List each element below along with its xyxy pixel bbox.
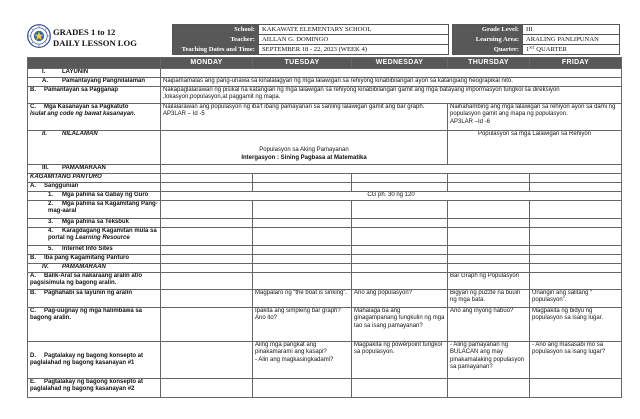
row-pagtalakay-1 [28,342,622,379]
pag-uugnay-thu: Ano ang inyong nabuo? [448,308,530,342]
mga-kasanayan-sublabel: Isulat ang code ng bawat kasanayan. [30,111,136,118]
row-internet-info-sites [28,246,622,255]
row-nilalaman [28,131,622,165]
balik-aral-num: A. [30,273,36,279]
mga-kasanayan-left-text: Nailalarawan ang populasyon ng iba't ibang pamayanan sa sariling lalawigan gamit ang bar graph. [163,104,425,110]
day-header-wednesday: WEDNESDAY [352,58,448,69]
teksbuk-text: Mga pahina sa Teksbuk [62,219,129,225]
grade-value: III [523,25,620,35]
dates-label: Teaching Dates and Time: [173,45,259,55]
row-sanggunian [28,183,622,192]
pagtalakay-2-label [28,379,161,398]
grade-info-table [452,24,620,55]
layunin-num: I. [42,69,46,75]
teksbuk-num: 3. [48,219,54,225]
pamantayang-pangnilalaman-text: Pamantayang Pangnilalaman [62,78,146,84]
lesson-log-table [27,57,622,398]
teksbuk-tue [253,219,352,228]
deped-seal-icon [27,24,51,48]
iba-pang-kagamitang-thu [448,255,530,264]
mga-kasanayan-left [161,104,448,131]
internet-info-sites-text: Internet Info Sites [62,246,113,252]
pagtalakay-2-thu [448,379,530,398]
mga-kasanayan-right-code: AP3LAR –Id -6 [450,118,491,125]
row-pamamaraan-iv [28,264,622,273]
kagamitang-panturo-label: KAGAMITANG PANTURO [28,174,161,183]
pag-uugnay-label [28,308,161,342]
quarter-label: Quarter: [453,45,523,55]
kagamitang-pang-mag-aaral-wed [352,201,448,219]
pagtalakay-1-tue: Aling mga pangkat ang pinakamarami ang kasapi? - Alin ang magkasingkadami? [253,342,352,379]
kagamitang-pang-mag-aaral-tue [253,201,352,219]
pamamaraan-iv-tue [253,264,352,273]
nilalaman-left [161,131,448,165]
nilalaman-left-title: Populasyon sa Aking Pamayanan [259,147,349,154]
row-karagdagang-kagamitan [28,228,622,246]
karagdagang-kagamitan-text: Karagdagang Kagamitan mula sa portal ng [48,228,157,242]
mga-kasanayan-title [30,104,158,111]
day-header-tuesday: TUESDAY [253,58,352,69]
iba-pang-kagamitang-num: B. [30,255,36,261]
pamantayan-sa-pagganap-content: Nakapaglalarawan ng pisikal na katangian ng mga lalawigan sa rehiyong kinabibilangan gamit ang mga batayang impormasyon tungkol sa direksiyon ,lokasyon,populasyon,at paggamit ng mapa. [161,87,622,104]
kagamitang-pang-mag-aaral-num: 2. [48,201,54,207]
pamamaraan-iv-text: PAMAMARAAN [62,264,106,270]
pamantayang-pangnilalaman-num: A. [42,78,48,84]
pamantayang-pangnilalaman-content: Naipamamalas ang pang-unawa sa kinalalagyan ng mga lalawigan sa rehiyong kinabibilangan ayon sa katangiang heograpikal nito. [161,78,622,87]
mga-kasanayan-text: Mga Kasanayan sa Pagkatuto [44,104,129,110]
mga-kasanayan-label [28,104,161,131]
karagdagang-kagamitan-fri [530,228,622,246]
grade-label: Grade Level: [453,25,523,35]
school-label: School: [173,25,259,35]
sanggunian-wed [352,183,448,192]
quarter-value [523,45,620,55]
pag-uugnay-tue: Ipakita ang simpleng bar graph? Ano ito? [253,308,352,342]
pag-uugnay-wed: Mahalaga ba ang ginagampanang tungkulin ng mga tao sa isang pamayanan? [352,308,448,342]
pamamaraan-iv-label [28,264,161,273]
teksbuk-wed [352,219,448,228]
pamamaraan-iv-wed [352,264,448,273]
gabay-ng-guro-num: 1. [48,192,54,198]
pag-uugnay-mon [161,308,253,342]
teacher-label: Teacher: [173,35,259,45]
pagtalakay-1-fri: - Ano ang masasabi mo sa populasyon sa isang lugar? [530,342,622,379]
day-header-row [28,58,622,69]
document-title [53,27,137,49]
row-balik-aral [28,273,622,290]
balik-aral-thu: Bar Graph ng Populasyon [448,273,530,290]
pagtalakay-1-wed: Magpakita ng powerpoint tungkol sa populasyon. [352,342,448,379]
dates-value: SEPTEMBER 18 - 22, 2023 (WEEK 4) [259,45,449,55]
balik-aral-fri [530,273,622,290]
internet-info-sites-thu [448,246,530,255]
school-value: KAKAWATE ELEMENTARY SCHOOL [259,25,449,35]
kagamitang-mon [161,174,253,183]
lesson-log-header [0,0,640,54]
iba-pang-kagamitang-wed [352,255,448,264]
mga-kasanayan-right [448,104,622,131]
paghahabi-text: Paghahabi sa layunin ng aralin [44,290,133,296]
row-kagamitang-pang-mag-aaral [28,201,622,219]
row-kagamitang-panturo [28,174,622,183]
pamamaraan-iii-num: III. [42,165,49,171]
internet-info-sites-fri [530,246,622,255]
karagdagang-kagamitan-mon [161,228,253,246]
area-label: Learning Area: [453,35,523,45]
school-info-table [172,24,449,55]
balik-aral-tue [253,273,352,290]
iba-pang-kagamitang-text: Iba pang Kagamitang Panturo [44,255,130,261]
nilalaman-text: NILALAMAN [62,131,98,137]
nilalaman-num: II. [42,131,48,137]
quarter-suffix: ST [529,45,535,50]
kagamitang-pang-mag-aaral-mon [161,201,253,219]
day-header-blank [28,58,161,69]
karagdagang-kagamitan-italic: Learning Resource [75,235,130,242]
day-header-thursday: THURSDAY [448,58,530,69]
row-pag-uugnay [28,308,622,342]
day-header-monday: MONDAY [161,58,253,69]
karagdagang-kagamitan-tue [253,228,352,246]
balik-aral-label [28,273,161,290]
row-iba-pang-kagamitang [28,255,622,264]
row-paghahabi [28,290,622,308]
iba-pang-kagamitang-fri [530,255,622,264]
pamamaraan-iii-label [28,165,161,174]
kagamitang-tue [253,174,352,183]
day-header-friday: FRIDAY [530,58,622,69]
pamamaraan-iv-mon [161,264,253,273]
layunin-text: LAYUNIN [62,69,89,75]
quarter-number: 1 [526,46,530,53]
kagamitang-thu [448,174,530,183]
internet-info-sites-tue [253,246,352,255]
row-pamamaraan-iii [28,165,622,174]
title-line-2: DAILY LESSON LOG [53,38,137,48]
gabay-ng-guro-text: Mga pahina sa Gabay ng Guro [62,192,149,198]
layunin-content [161,69,622,78]
paghahabi-thu: Bigyan ng puzzle na buuin ng mga bata. [448,290,530,308]
sanggunian-label [28,183,161,192]
karagdagang-kagamitan-label [28,228,161,246]
pagtalakay-1-label [28,342,161,379]
pamantayan-sa-pagganap-text: Pamantayan sa Pagganap [44,87,119,93]
teksbuk-mon [161,219,253,228]
pagtalakay-1-mon [161,342,253,379]
kagamitang-pang-mag-aaral-text: Mga pahina sa Kagamitang Pang-mag-aaral [48,201,158,215]
pagtalakay-1-num: D. [30,352,36,359]
teksbuk-thu [448,219,530,228]
pag-uugnay-fri: Magpakita ng bidyu ng populasyon sa isang lugar. [530,308,622,342]
iba-pang-kagamitang-label [28,255,161,264]
row-mga-kasanayan [28,104,622,131]
area-value: ARALING PANLIPUNAN [523,35,620,45]
mga-kasanayan-left-code: AP3LAR – Id -5 [163,111,205,118]
karagdagang-kagamitan-num: 4. [48,228,54,234]
pagtalakay-1-thu: - Aling pamayanan ng BULACAN ang may pinakamalaking populasyon sa pamayanan? [448,342,530,379]
kagamitang-fri [530,174,622,183]
pamamaraan-iii-text: PAMAMARAAN [62,165,106,171]
balik-aral-text: Balik-Aral sa nakaraang aralin at/o pagsisimula ng bagong aralin. [30,273,143,287]
iba-pang-kagamitang-mon [161,255,253,264]
karagdagang-kagamitan-thu [448,228,530,246]
quarter-word: QUARTER [534,46,567,53]
paghahabi-fri: Unangin ang salitang “ populasyon”. [530,290,622,308]
sanggunian-fri [530,183,622,192]
teacher-value: AILLAN G. DOMINGO [259,35,449,45]
pagtalakay-2-tue [253,379,352,398]
pamamaraan-iv-fri [530,264,622,273]
row-pamantayang-pangnilalaman [28,78,622,87]
balik-aral-mon [161,273,253,290]
title-line-1: GRADES 1 to 12 [53,27,116,37]
kagamitang-pang-mag-aaral-label [28,201,161,219]
sanggunian-thu [448,183,530,192]
layunin-label [28,69,161,78]
sanggunian-text: Sanggunian [44,183,79,189]
sanggunian-mon [161,183,253,192]
internet-info-sites-label [28,246,161,255]
nilalaman-right: Populasyon sa mga Lalawigan sa Rehiyon [448,131,622,165]
pamantayan-sa-pagganap-label [28,87,161,104]
pagtalakay-1-text: Pagtalakay ng bagong konsepto at paglalahad ng bagong kasanayan #1 [30,352,144,366]
pag-uugnay-num: C. [30,308,36,314]
nilalaman-left-integration: Intergasyon : Sining Pagbasa at Matematika [241,154,367,161]
pamantayan-sa-pagganap-num: B. [30,87,36,93]
row-gabay-ng-guro [28,192,622,201]
mga-kasanayan-num: C. [30,104,36,110]
paghahabi-label [28,290,161,308]
mga-kasanayan-right-text: Naihahambing ang mga lalawigan sa rehiyon ayon sa dami ng populasyon gamit ang mapa ng populasyon. [450,104,616,118]
pagtalakay-2-mon [161,379,253,398]
paghahabi-wed: Ano ang populasyon? [352,290,448,308]
pamantayang-pangnilalaman-label [28,78,161,87]
kagamitang-pang-mag-aaral-fri [530,201,622,219]
kagamitang-pang-mag-aaral-thu [448,201,530,219]
internet-info-sites-mon [161,246,253,255]
gabay-ng-guro-label [28,192,161,201]
pagtalakay-2-fri [530,379,622,398]
teksbuk-label [28,219,161,228]
iba-pang-kagamitang-tue [253,255,352,264]
pamamaraan-iv-num: IV. [42,264,49,270]
pagtalakay-2-num: E. [30,379,36,385]
karagdagang-kagamitan-wed [352,228,448,246]
internet-info-sites-wed [352,246,448,255]
paghahabi-num: B. [30,290,36,296]
row-teksbuk [28,219,622,228]
sanggunian-num: A. [30,183,36,189]
pagtalakay-2-text: Pagtalakay ng bagong konsepto at paglalahad ng bagong kasanayan #2 [30,379,144,393]
paghahabi-mon [161,290,253,308]
pamamaraan-iii-content [161,165,622,174]
row-layunin [28,69,622,78]
kagamitang-wed [352,174,448,183]
pamamaraan-iv-thu [448,264,530,273]
paghahabi-tue: Magpalaro ng “the boat is sinking”. [253,290,352,308]
nilalaman-label [28,131,161,165]
pagtalakay-2-wed [352,379,448,398]
sanggunian-tue [253,183,352,192]
row-pagtalakay-2 [28,379,622,398]
row-pamantayan-sa-pagganap [28,87,622,104]
balik-aral-wed [352,273,448,290]
pag-uugnay-text: Pag-uugnay ng mga halimbawa sa bagong aralin. [30,308,143,322]
internet-info-sites-num: 5. [48,246,54,252]
gabay-ng-guro-content: CG ph. 30 ng 120 [161,192,622,201]
teksbuk-fri [530,219,622,228]
